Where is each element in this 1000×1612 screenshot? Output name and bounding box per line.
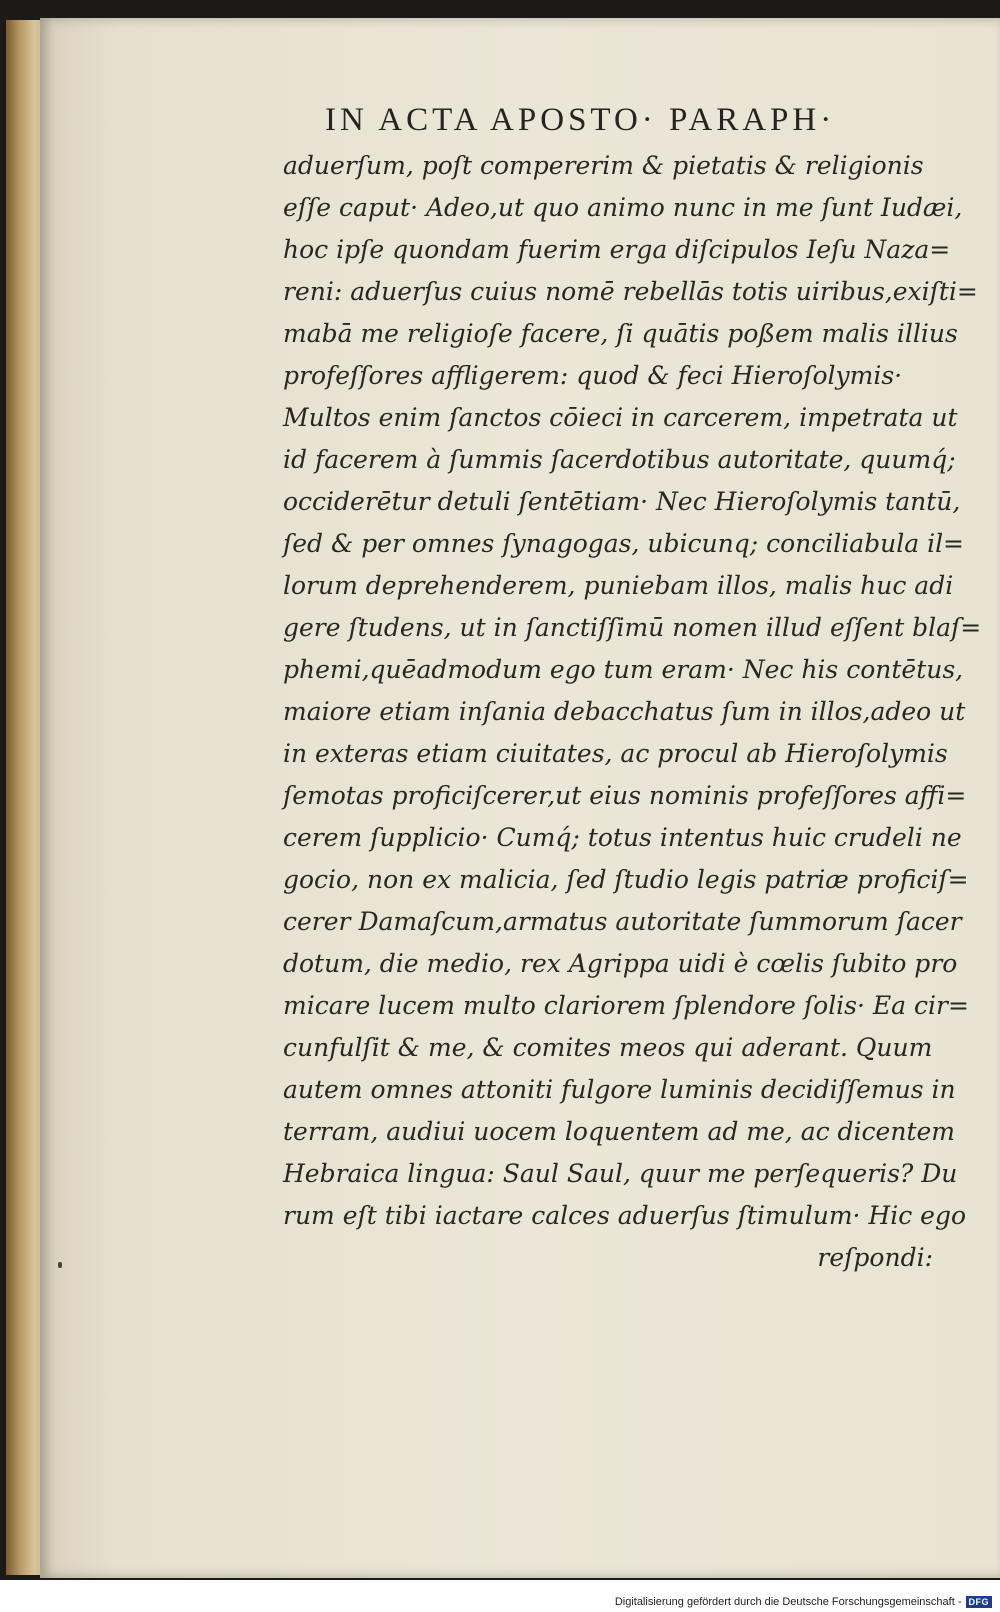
text-line: micare lucem multo clariorem ſplendore ſolis· Ea cir= [283, 991, 969, 1020]
text-line: eſſe caput· Adeo,ut quo animo nunc in me ſunt Iudæi, [283, 193, 963, 222]
ink-speck [58, 1262, 62, 1268]
text-line: terram, audiui uocem loquentem ad me, ac dicentem [283, 1117, 955, 1146]
text-line: id facerem à ſummis ſacerdotibus autoritate, quumq́; [283, 445, 956, 474]
text-line: gere ſtudens, ut in ſanctiſſimū nomen illud eſſent blaſ= [283, 613, 982, 642]
body-text [283, 145, 982, 1279]
text-line: ſemotas proficiſcerer,ut eius nominis profeſſores affi= [283, 781, 967, 810]
digitization-footer [615, 1596, 992, 1608]
text-line: aduerſum, poſt compererim & pietatis & religionis [283, 151, 924, 180]
text-line: ſed & per omnes ſynagogas, ubicunq; conciliabula il= [283, 529, 965, 558]
text-line: hoc ipſe quondam fuerim erga diſcipulos Ieſu Naza= [283, 235, 951, 264]
text-line: Hebraica lingua: Saul Saul, quur me perſequeris? Du [283, 1159, 958, 1188]
text-line: rum eſt tibi iactare calces aduerſus ſtimulum· Hic ego [283, 1201, 967, 1230]
text-line: cerem ſupplicio· Cumq́; totus intentus huic crudeli ne [283, 823, 962, 852]
text-line: occiderētur detuli ſentētiam· Nec Hieroſolymis tantū, [283, 487, 961, 516]
text-line: cerer Damaſcum,armatus autoritate ſummorum ſacer [283, 907, 962, 936]
text-line: reni: aduerſus cuius nomē rebellās totis uiribus,exiſti= [283, 277, 978, 306]
text-line: cunfulſit & me, & comites meos qui aderant. Quum [283, 1033, 933, 1062]
dfg-logo: DFG [966, 1596, 993, 1608]
text-line: profeſſores affligerem: quod & feci Hieroſolymis· [283, 361, 903, 390]
running-head: IN ACTA APOSTO· PARAPH· [325, 102, 836, 138]
catchword: reſpondi: [817, 1243, 933, 1272]
footer-text: Digitalisierung gefördert durch die Deutsche Forschungsgemeinschaft - [614, 1596, 962, 1608]
text-line: autem omnes attoniti fulgore luminis decidiſſemus in [283, 1075, 956, 1104]
text-line: in exteras etiam ciuitates, ac procul ab Hieroſolymis [283, 739, 948, 768]
text-line: mabā me religioſe facere, ſi quātis poßem malis illius [283, 319, 958, 348]
text-line: Multos enim ſanctos cōieci in carcerem, impetrata ut [283, 403, 958, 432]
text-line: dotum, die medio, rex Agrippa uidi è cœlis ſubito pro [283, 949, 958, 978]
text-line: phemi,quēadmodum ego tum eram· Nec his contētus, [283, 655, 964, 684]
text-line: lorum deprehenderem, puniebam illos, malis huc adi [283, 571, 954, 600]
text-line: maiore etiam inſania debacchatus ſum in illos,adeo ut [283, 697, 966, 726]
text-line: gocio, non ex malicia, ſed ſtudio legis patriæ proficiſ= [283, 865, 969, 894]
